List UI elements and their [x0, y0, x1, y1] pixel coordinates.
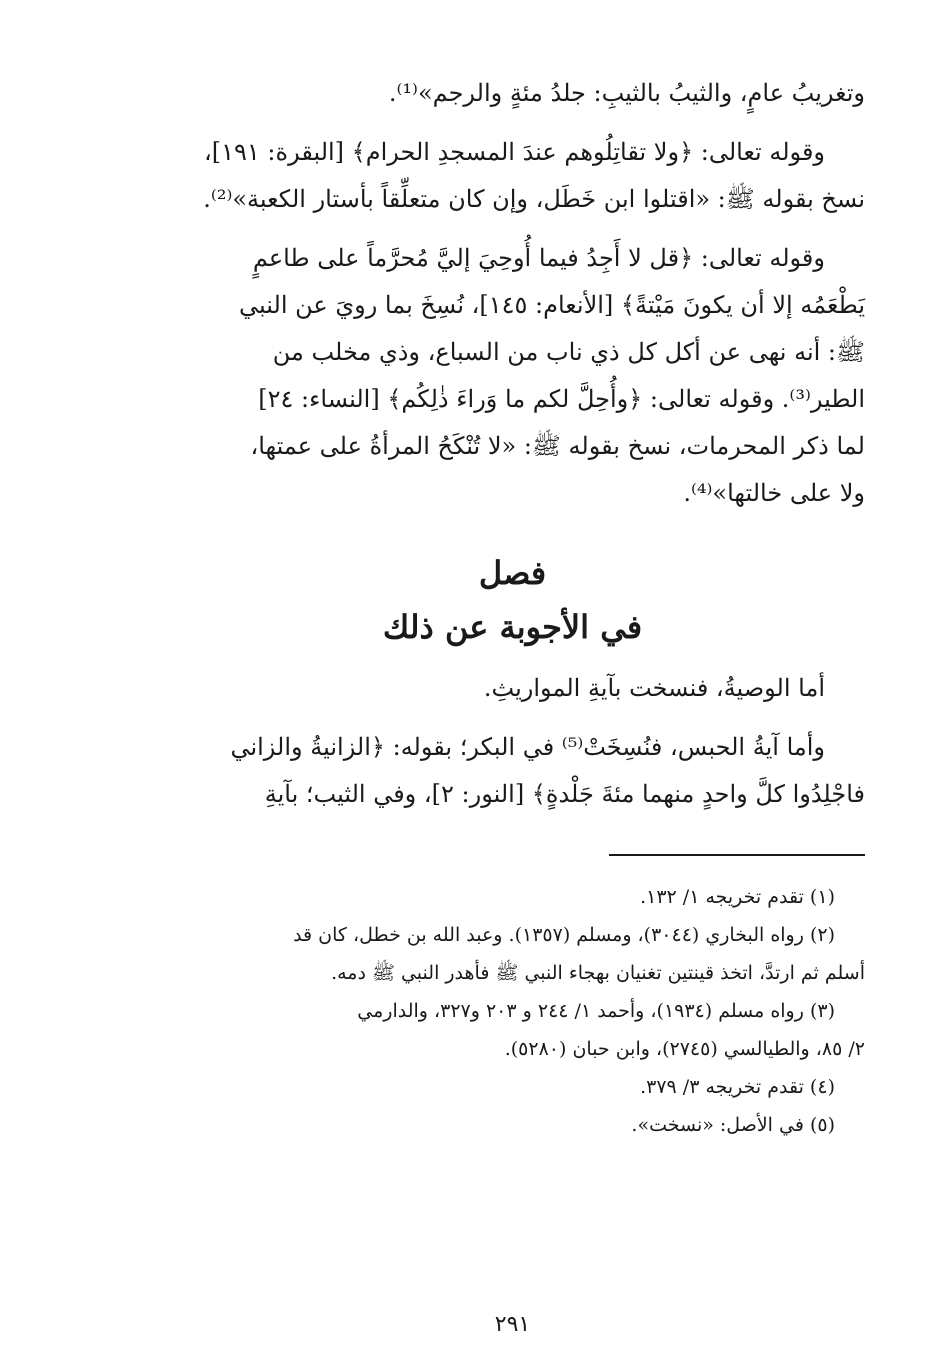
footnotes: [160, 878, 865, 1144]
footnote-line: (٣) رواه مسلم (١٩٣٤)، وأحمد ١/ ٢٤٤ و ٢٠٣ و٣٢٧، والدارمي: [357, 1000, 835, 1022]
footnote-line: (٥) في الأصل: «نسخت».: [631, 1114, 835, 1136]
footnote-line: ٢/ ٨٥، والطيالسي (٢٧٤٥)، وابن حبان (٥٢٨٠).: [504, 1038, 865, 1060]
text-line: نسخ بقوله ﷺ: «اقتلوا ابن خَطَل، وإن كان متعلِّقاً بأستار الكعبة»⁽²⁾.: [203, 185, 865, 213]
text-line: وتغريبُ عامٍ، والثيبُ بالثيبِ: جلدُ مئةٍ والرجم»⁽¹⁾.: [388, 79, 865, 107]
text-line: الطير⁽³⁾. وقوله تعالى: ﴿وأُحِلَّ لكم ما وَراءَ ذٰلِكُم﴾ [النساء: ٢٤]: [258, 385, 865, 413]
text-line: فاجْلِدُوا كلَّ واحدٍ منهما مئةَ جَلْدةٍ﴾ [النور: ٢]، وفي الثيب؛ بآيةِ: [264, 780, 865, 808]
section-heading: فصل: [478, 554, 547, 592]
text-line: ﷺ: أنه نهى عن أكل كل ذي ناب من السباع، وذي مخلب من: [272, 338, 865, 366]
footnote-separator: [609, 854, 865, 856]
text-line: وقوله تعالى: ﴿قل لا أَجِدُ فيما أُوحِيَ إليَّ مُحرَّماً على طاعمٍ: [252, 244, 825, 272]
text-line: أما الوصيةُ، فنسخت بآيةِ المواريثِ.: [483, 674, 825, 702]
text-line: ولا على خالتها»⁽⁴⁾.: [683, 479, 865, 507]
text-line: وقوله تعالى: ﴿ولا تقاتِلُوهم عندَ المسجدِ الحرام﴾ [البقرة: ١٩١]،: [204, 138, 825, 166]
footnote-line: أسلم ثم ارتدَّ، اتخذ قينتين تغنيان بهجاء النبي ﷺ فأهدر النبي ﷺ دمه.: [331, 962, 865, 984]
footnote-line: (١) تقدم تخريجه ١/ ١٣٢.: [640, 886, 835, 908]
text-line: لما ذكر المحرمات، نسخ بقوله ﷺ: «لا تُنْكَحُ المرأةُ على عمتها،: [250, 432, 865, 460]
paragraph-2: [160, 129, 865, 223]
footnote-line: (٤) تقدم تخريجه ٣/ ٣٧٩.: [640, 1076, 835, 1098]
paragraph-4: [160, 665, 865, 712]
paragraph-3: [160, 235, 865, 517]
paragraph-5: [160, 724, 865, 818]
text-line: وأما آيةُ الحبس، فنُسِخَتْ⁽⁵⁾ في البكر؛ بقوله: ﴿الزانيةُ والزاني: [230, 733, 825, 761]
page-number: ٢٩١: [494, 1312, 531, 1337]
page: [160, 70, 865, 1337]
paragraph-1: [160, 70, 865, 117]
footnote-line: (٢) رواه البخاري (٣٠٤٤)، ومسلم (١٣٥٧). وعبد الله بن خطل، كان قد: [293, 924, 835, 946]
section-subheading: في الأجوبة عن ذلك: [382, 608, 643, 646]
text-line: يَطْعَمُه إلا أن يكونَ مَيْتةً﴾ [الأنعام: ١٤٥]، نُسِخَ بما رويَ عن النبي: [239, 291, 865, 319]
